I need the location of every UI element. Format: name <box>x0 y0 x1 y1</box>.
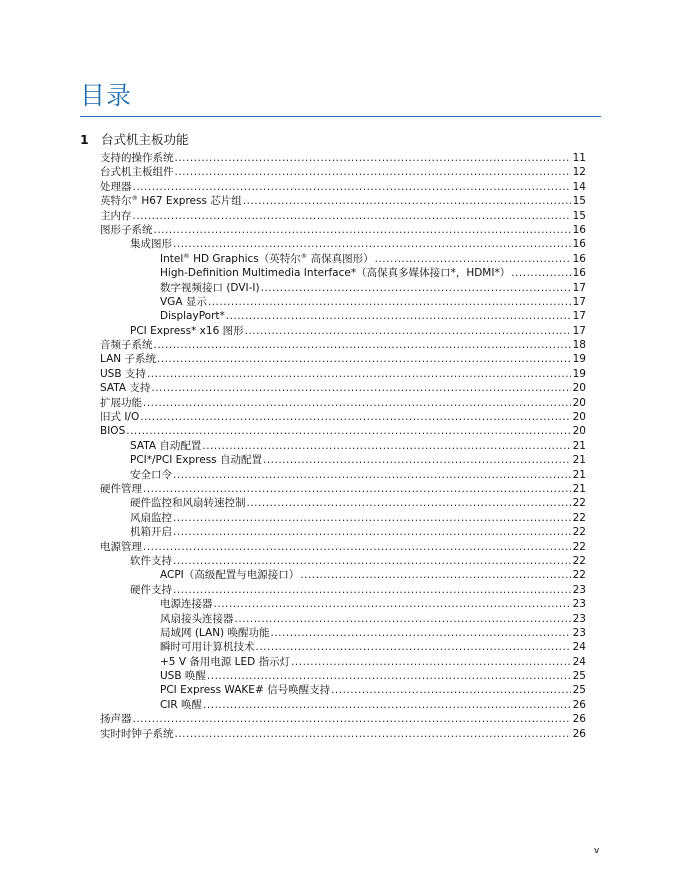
toc-entry-text: 支持的操作系统 <box>100 152 174 164</box>
toc-entry-page: 23 <box>572 598 586 611</box>
dot-leader <box>126 424 571 438</box>
dot-leader <box>133 209 572 223</box>
toc-entry-text: VGA 显示 <box>160 295 207 308</box>
toc-entry[interactable] <box>80 698 586 712</box>
toc-entry-text: CIR 唤醒 <box>160 698 203 711</box>
toc-entry-label <box>130 525 172 539</box>
toc-entry[interactable] <box>80 252 586 266</box>
toc-entry-label <box>100 367 146 381</box>
toc-entry-label <box>100 338 153 352</box>
toc-entry[interactable] <box>80 266 586 280</box>
toc-entry-text: PCI Express WAKE# 信号唤醒支持 <box>160 684 331 697</box>
toc-entry-text: 数字视频接口 (DVI-I) <box>160 281 260 294</box>
dot-leader <box>208 295 571 309</box>
toc-entry-label <box>100 209 132 223</box>
toc-entry-text: Intel <box>160 252 184 265</box>
toc-entry-page: 20 <box>572 425 586 438</box>
toc-entry-label <box>160 309 225 323</box>
toc-entry-page: 22 <box>572 554 586 567</box>
toc-entry-label <box>130 439 201 453</box>
dot-leader <box>203 698 571 712</box>
toc-entry-label <box>100 223 153 237</box>
toc-entry-page: 16 <box>572 252 586 265</box>
toc-entry-page: 16 <box>572 267 586 280</box>
toc-entry[interactable] <box>80 568 586 582</box>
toc-entry-page: 25 <box>572 670 586 683</box>
registered-mark: ® <box>131 194 138 203</box>
toc-entry[interactable] <box>80 295 586 309</box>
toc-entry-page: 26 <box>572 698 586 711</box>
toc-entry-text: 处理器 <box>100 180 132 193</box>
toc-entry-label <box>130 496 246 510</box>
toc-entry-label <box>130 453 262 467</box>
dot-leader <box>214 597 572 611</box>
toc-entry-label <box>100 712 132 726</box>
dot-leader <box>143 540 571 554</box>
page-number: v <box>594 846 600 856</box>
toc-entry-text: 电源管理 <box>100 540 142 553</box>
toc-entry-text: 图形子系统 <box>100 223 153 236</box>
toc-entry-label <box>130 511 172 525</box>
toc-entry-text: 瞬时可用计算机技术 <box>160 641 255 654</box>
toc-entry[interactable] <box>80 640 586 654</box>
toc-entry-label <box>100 352 156 366</box>
toc-entry-page: 19 <box>572 353 586 366</box>
toc-entry-page: 21 <box>572 468 586 481</box>
registered-mark: ® <box>300 251 308 260</box>
toc-entry[interactable] <box>80 151 586 165</box>
toc-entry[interactable] <box>80 453 586 467</box>
toc-entry-text: 实时时钟子系统 <box>100 727 174 740</box>
dot-leader <box>133 180 572 194</box>
dot-leader <box>235 612 572 626</box>
dot-leader <box>173 583 571 597</box>
dot-leader <box>173 468 571 482</box>
toc-entry[interactable] <box>80 237 586 251</box>
toc-entry[interactable] <box>80 165 586 179</box>
toc-entry-page: 11 <box>572 152 586 164</box>
toc-entry-page: 21 <box>572 454 586 467</box>
toc-entry-page: 16 <box>572 223 586 236</box>
toc-entry-label <box>100 727 174 741</box>
toc-entry-label <box>160 698 202 712</box>
toc-entry-page: 22 <box>572 497 586 510</box>
toc-entry[interactable] <box>80 424 586 438</box>
toc-entry-page: 24 <box>572 641 586 654</box>
toc-entry-text: 集成图形 <box>130 238 172 251</box>
toc-entry-text: USB 唤醒 <box>160 670 206 683</box>
toc-entry-page: 19 <box>572 367 586 380</box>
toc-entry[interactable] <box>80 352 586 366</box>
toc-entry[interactable] <box>80 626 586 640</box>
toc-entry-label <box>160 655 290 669</box>
toc-entry-label <box>160 295 207 309</box>
toc-entry-text: 硬件管理 <box>100 482 142 495</box>
chapter-heading[interactable] <box>80 131 601 149</box>
toc-entry[interactable] <box>80 482 586 496</box>
toc-entry-text: 硬件监控和风扇转速控制 <box>130 497 246 510</box>
dot-leader <box>243 194 571 208</box>
dot-leader <box>133 712 572 726</box>
toc-entry-page: 23 <box>572 612 586 625</box>
page-title: 目录 <box>80 81 133 110</box>
toc-entry-label <box>160 597 213 611</box>
toc-entry-label <box>100 381 150 395</box>
toc-entry-label <box>100 482 142 496</box>
toc-entry-page: 23 <box>572 583 586 596</box>
toc-entry-label <box>160 281 260 295</box>
toc-entry-text: 扩展功能 <box>100 396 142 409</box>
chapter-title: 台式机主板功能 <box>101 132 189 147</box>
toc-entry-text: HD Graphics（英特尔 <box>189 252 301 265</box>
toc-entry[interactable] <box>80 511 586 525</box>
toc-entry-label <box>160 683 330 697</box>
toc-entry-text: 台式机主板组件 <box>100 166 174 179</box>
toc-entry-text: 硬件支持 <box>130 583 172 596</box>
dot-leader <box>140 410 571 424</box>
toc-entry-text: LAN 子系统 <box>100 353 156 366</box>
dot-leader <box>147 367 571 381</box>
toc-entry-text: 主内存 <box>100 209 132 222</box>
table-of-contents <box>80 151 586 741</box>
toc-entry-text: H67 Express 芯片组 <box>138 195 242 208</box>
toc-entry[interactable] <box>80 540 586 554</box>
toc-entry-text: 电源连接器 <box>160 598 213 611</box>
toc-entry-label <box>160 266 510 280</box>
toc-entry-text: 软件支持 <box>130 554 172 567</box>
toc-entry[interactable] <box>80 281 586 295</box>
toc-entry-text: 风扇监控 <box>130 511 172 524</box>
dot-leader <box>154 338 572 352</box>
toc-entry-label <box>100 165 174 179</box>
dot-leader <box>263 453 571 467</box>
toc-entry-label <box>160 626 270 640</box>
toc-entry-text: PCI*/PCI Express 自动配置 <box>130 454 262 467</box>
dot-leader <box>143 482 571 496</box>
toc-entry-page: 17 <box>572 324 586 337</box>
toc-entry[interactable] <box>80 597 586 611</box>
dot-leader <box>202 439 571 453</box>
title-divider <box>80 116 601 117</box>
toc-entry-text: 高保真图形） <box>307 252 374 265</box>
dot-leader <box>143 396 571 410</box>
toc-entry[interactable] <box>80 367 586 381</box>
toc-entry-page: 21 <box>572 482 586 495</box>
toc-entry-label <box>100 180 132 194</box>
dot-leader <box>173 525 571 539</box>
toc-entry-text: SATA 自动配置 <box>130 439 202 452</box>
toc-entry-label <box>130 583 172 597</box>
dot-leader <box>300 568 571 582</box>
toc-entry[interactable] <box>80 209 586 223</box>
toc-entry-page: 23 <box>572 626 586 639</box>
toc-entry-page: 14 <box>572 180 586 193</box>
toc-entry[interactable] <box>80 338 586 352</box>
dot-leader <box>291 655 571 669</box>
dot-leader <box>157 352 571 366</box>
toc-entry-text: 安全口令 <box>130 468 172 481</box>
toc-entry-label <box>160 640 255 654</box>
dot-leader <box>331 683 571 697</box>
toc-entry-label <box>100 424 125 438</box>
toc-entry[interactable] <box>80 554 586 568</box>
toc-entry-page: 25 <box>572 684 586 697</box>
toc-entry-text: BIOS <box>100 425 126 438</box>
toc-entry-page: 20 <box>572 411 586 424</box>
toc-entry-text: High-Definition Multimedia Interface*（高保真多媒体接口*，HDMI*） <box>160 267 511 280</box>
dot-leader <box>173 237 571 251</box>
toc-entry-label <box>160 252 374 266</box>
toc-entry-text: 旧式 I/O <box>100 411 140 424</box>
toc-entry[interactable] <box>80 496 586 510</box>
toc-entry[interactable] <box>80 712 586 726</box>
toc-entry-text: 音频子系统 <box>100 339 153 352</box>
toc-entry-text: 风扇接头连接器 <box>160 612 234 625</box>
toc-entry-page: 20 <box>572 396 586 409</box>
dot-leader <box>226 309 571 323</box>
toc-entry[interactable] <box>80 410 586 424</box>
toc-entry[interactable] <box>80 583 586 597</box>
toc-entry[interactable] <box>80 309 586 323</box>
dot-leader <box>245 324 571 338</box>
toc-entry-page: 12 <box>572 166 586 179</box>
toc-entry-page: 17 <box>572 295 586 308</box>
toc-entry[interactable] <box>80 683 586 697</box>
toc-entry-page: 15 <box>572 195 586 208</box>
toc-entry-page: 22 <box>572 569 586 582</box>
toc-entry-text: +5 V 备用电源 LED 指示灯 <box>160 655 291 668</box>
toc-entry-text: USB 支持 <box>100 367 146 380</box>
toc-entry[interactable] <box>80 396 586 410</box>
toc-entry-page: 26 <box>572 727 586 740</box>
toc-entry-label <box>130 554 172 568</box>
dot-leader <box>375 252 571 266</box>
chapter-number: 1 <box>80 132 89 147</box>
toc-entry[interactable] <box>80 468 586 482</box>
toc-entry-page: 22 <box>572 540 586 553</box>
toc-entry[interactable] <box>80 194 586 208</box>
toc-entry-text: 英特尔 <box>100 195 132 208</box>
toc-entry-page: 20 <box>572 382 586 395</box>
dot-leader <box>173 554 571 568</box>
toc-entry[interactable] <box>80 324 586 338</box>
toc-entry-page: 22 <box>572 526 586 539</box>
dot-leader <box>207 669 571 683</box>
dot-leader <box>261 281 571 295</box>
toc-entry-text: SATA 支持 <box>100 382 151 395</box>
toc-entry-page: 17 <box>572 281 586 294</box>
toc-entry-label <box>100 540 142 554</box>
toc-entry[interactable] <box>80 655 586 669</box>
toc-entry-page: 24 <box>572 655 586 668</box>
toc-entry[interactable] <box>80 669 586 683</box>
dot-leader <box>154 223 572 237</box>
dot-leader <box>247 496 572 510</box>
toc-entry-label <box>160 612 234 626</box>
registered-mark: ® <box>183 251 190 260</box>
toc-entry-page: 15 <box>572 209 586 222</box>
toc-entry-label <box>100 194 242 208</box>
toc-entry-text: 扬声器 <box>100 713 132 726</box>
toc-entry-label <box>130 324 244 338</box>
toc-entry[interactable] <box>80 612 586 626</box>
toc-entry-page: 17 <box>572 310 586 323</box>
dot-leader <box>256 640 572 654</box>
toc-entry-page: 18 <box>572 339 586 352</box>
dot-leader <box>271 626 572 640</box>
toc-entry[interactable] <box>80 727 586 741</box>
toc-entry-page: 22 <box>572 511 586 524</box>
toc-entry[interactable] <box>80 381 586 395</box>
dot-leader <box>151 381 571 395</box>
toc-entry-label <box>160 568 299 582</box>
toc-entry[interactable] <box>80 525 586 539</box>
toc-entry[interactable] <box>80 223 586 237</box>
toc-entry-text: DisplayPort* <box>160 310 225 323</box>
toc-entry-label <box>160 669 206 683</box>
toc-entry-page: 26 <box>572 713 586 726</box>
toc-entry-text: PCI Express* x16 图形 <box>130 324 244 337</box>
dot-leader <box>175 727 572 741</box>
toc-entry-label <box>100 410 139 424</box>
toc-entry-page: 16 <box>572 238 586 251</box>
dot-leader <box>175 165 572 179</box>
dot-leader <box>511 266 571 280</box>
toc-entry-label <box>130 468 172 482</box>
toc-entry-label <box>100 151 174 165</box>
dot-leader <box>175 151 572 165</box>
toc-entry-page: 21 <box>572 439 586 452</box>
toc-entry-text: 机箱开启 <box>130 526 172 539</box>
toc-entry[interactable] <box>80 180 586 194</box>
dot-leader <box>173 511 571 525</box>
toc-entry-label <box>130 237 172 251</box>
toc-entry-text: ACPI（高级配置与电源接口） <box>160 569 300 582</box>
toc-entry-text: 局域网 (LAN) 唤醒功能 <box>160 626 270 639</box>
toc-entry[interactable] <box>80 439 586 453</box>
toc-entry-label <box>100 396 142 410</box>
